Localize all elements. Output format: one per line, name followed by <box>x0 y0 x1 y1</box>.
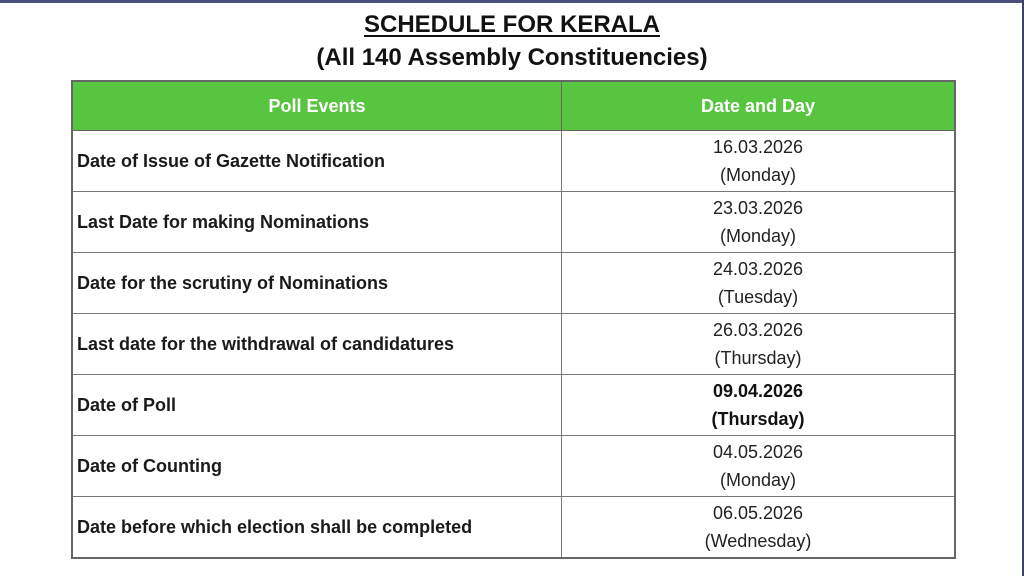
day-value: (Thursday) <box>711 409 805 429</box>
date-cell <box>562 131 956 192</box>
date-cell <box>562 253 956 314</box>
date-cell <box>562 436 956 497</box>
date-cell <box>562 192 956 253</box>
day-value: (Monday) <box>719 165 797 185</box>
day-value: (Wednesday) <box>704 531 812 551</box>
date-value: 09.04.2026 <box>712 381 804 401</box>
event-cell: Date of Poll <box>72 375 562 436</box>
day-value: (Thursday) <box>714 348 802 368</box>
date-value: 26.03.2026 <box>712 320 804 340</box>
date-cell <box>562 497 956 559</box>
event-cell: Date for the scrutiny of Nominations <box>72 253 562 314</box>
date-value: 04.05.2026 <box>712 442 804 462</box>
page-subtitle: (All 140 Assembly Constituencies) <box>316 44 708 71</box>
table-row <box>72 192 955 253</box>
table-row <box>72 314 955 375</box>
table-header-row <box>72 81 955 131</box>
day-value: (Monday) <box>719 470 797 490</box>
event-cell: Last date for the withdrawal of candidatures <box>72 314 562 375</box>
schedule-table <box>71 80 956 559</box>
table-row <box>72 497 955 559</box>
event-cell: Date before which election shall be completed <box>72 497 562 559</box>
table-row-poll <box>72 375 955 436</box>
table-row <box>72 436 955 497</box>
frame-top-border <box>0 0 1024 3</box>
header-date-and-day: Date and Day <box>562 81 956 131</box>
date-value: 23.03.2026 <box>712 198 804 218</box>
event-cell: Date of Counting <box>72 436 562 497</box>
table-row <box>72 253 955 314</box>
event-cell: Date of Issue of Gazette Notification <box>72 131 562 192</box>
date-value: 16.03.2026 <box>712 137 804 157</box>
page-title: SCHEDULE FOR KERALA <box>363 11 660 38</box>
date-cell <box>562 314 956 375</box>
header-poll-events: Poll Events <box>72 81 562 131</box>
date-value: 06.05.2026 <box>712 503 804 523</box>
event-cell: Last Date for making Nominations <box>72 192 562 253</box>
table-row <box>72 131 955 192</box>
day-value: (Monday) <box>719 226 797 246</box>
date-cell <box>562 375 956 436</box>
date-value: 24.03.2026 <box>712 259 804 279</box>
day-value: (Tuesday) <box>717 287 799 307</box>
